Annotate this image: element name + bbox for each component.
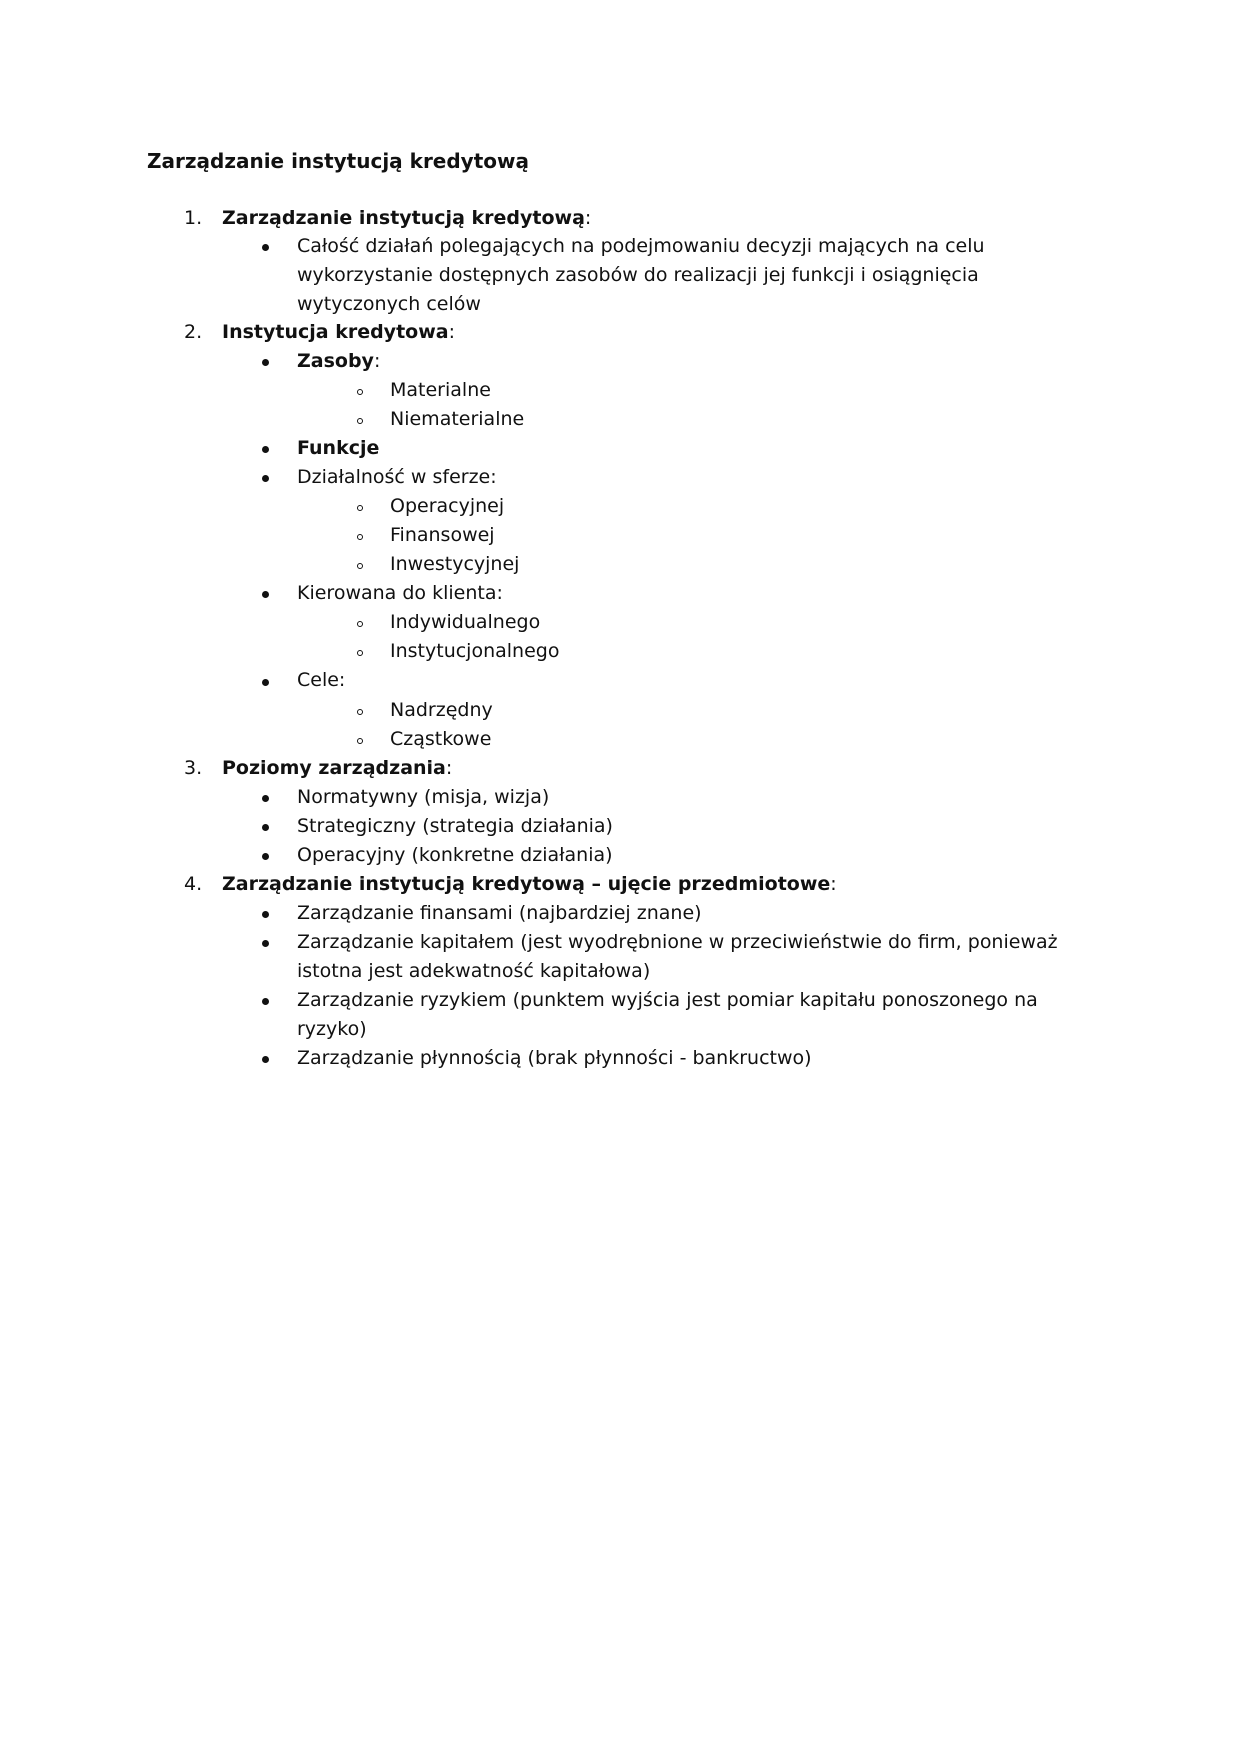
bullet-icon xyxy=(262,591,269,598)
sub-bullet-icon xyxy=(357,621,363,627)
list-number-4: 4. xyxy=(184,873,203,895)
heading-bold: Zarządzanie instytucją kredytową xyxy=(222,207,585,229)
sub-bullet-icon xyxy=(357,389,363,395)
list-item xyxy=(297,347,380,376)
sub-bullet-icon xyxy=(357,709,363,715)
list-item: Zarządzanie ryzykiem (punktem wyjścia jest pomiar kapitału ponoszonego na xyxy=(297,989,1038,1011)
list-item-continuation: istotna jest adekwatność kapitałowa) xyxy=(297,960,651,982)
list-number-3: 3. xyxy=(184,757,203,779)
bullet-icon xyxy=(262,911,269,918)
item-rest: : xyxy=(373,350,381,372)
list-item-continuation: ryzyko) xyxy=(297,1018,367,1040)
sub-list-item: Instytucjonalnego xyxy=(390,640,560,662)
list-item-continuation: wykorzystanie dostępnych zasobów do realizacji jej funkcji i osiągnięcia xyxy=(297,264,979,286)
bullet-icon xyxy=(262,795,269,802)
sub-list-item: Niematerialne xyxy=(390,408,525,430)
list-item: Kierowana do klienta: xyxy=(297,582,503,604)
list-item: Strategiczny (strategia działania) xyxy=(297,815,613,837)
heading-rest: : xyxy=(448,321,455,343)
list-item xyxy=(297,434,379,463)
sub-list-item: Inwestycyjnej xyxy=(390,553,520,575)
heading-rest: : xyxy=(830,873,837,895)
bullet-icon xyxy=(262,244,269,251)
heading-rest: : xyxy=(445,757,453,779)
sub-bullet-icon xyxy=(357,738,363,744)
sub-bullet-icon xyxy=(357,650,363,656)
sub-list-item: Nadrzędny xyxy=(390,699,493,721)
heading-bold: Zarządzanie instytucją kredytową – ujęcie przedmiotowe xyxy=(222,873,831,895)
sub-list-item: Cząstkowe xyxy=(390,728,492,750)
list-heading-1 xyxy=(222,204,591,233)
sub-list-item: Finansowej xyxy=(390,524,495,546)
list-item: Całość działań polegających na podejmowaniu decyzji mających na celu xyxy=(297,235,985,257)
bullet-icon xyxy=(262,679,269,686)
bullet-icon xyxy=(262,940,269,947)
bullet-icon xyxy=(262,824,269,831)
heading-rest: : xyxy=(584,207,592,229)
list-heading-3 xyxy=(222,754,452,783)
heading-bold: Poziomy zarządzania xyxy=(222,757,446,779)
item-bold: Funkcje xyxy=(297,437,380,459)
sub-list-item: Indywidualnego xyxy=(390,611,541,633)
sub-bullet-icon xyxy=(357,563,363,569)
list-number-2: 2. xyxy=(184,321,203,343)
heading-bold: Instytucja kredytowa xyxy=(222,321,449,343)
sub-bullet-icon xyxy=(357,418,363,424)
bullet-icon xyxy=(262,998,269,1005)
sub-list-item: Materialne xyxy=(390,379,491,401)
bullet-icon xyxy=(262,475,269,482)
item-bold: Zasoby xyxy=(297,350,374,372)
bullet-icon xyxy=(262,853,269,860)
document-title: Zarządzanie instytucją kredytową xyxy=(147,149,529,173)
list-heading-4 xyxy=(222,870,837,899)
list-item: Normatywny (misja, wizja) xyxy=(297,786,550,808)
list-item: Cele: xyxy=(297,669,346,691)
list-item-continuation: wytyczonych celów xyxy=(297,293,481,315)
bullet-icon xyxy=(262,359,269,366)
list-item: Zarządzanie płynnością (brak płynności - bankructwo) xyxy=(297,1047,812,1069)
sub-list-item: Operacyjnej xyxy=(390,495,505,517)
sub-bullet-icon xyxy=(357,534,363,540)
sub-bullet-icon xyxy=(357,505,363,511)
list-item: Zarządzanie finansami (najbardziej znane) xyxy=(297,902,702,924)
bullet-icon xyxy=(262,1056,269,1063)
list-item: Działalność w sferze: xyxy=(297,466,497,488)
list-item: Zarządzanie kapitałem (jest wyodrębnione w przeciwieństwie do firm, ponieważ xyxy=(297,931,1058,953)
bullet-icon xyxy=(262,446,269,453)
list-heading-2 xyxy=(222,318,455,347)
list-number-1: 1. xyxy=(184,207,203,229)
list-item: Operacyjny (konkretne działania) xyxy=(297,844,613,866)
